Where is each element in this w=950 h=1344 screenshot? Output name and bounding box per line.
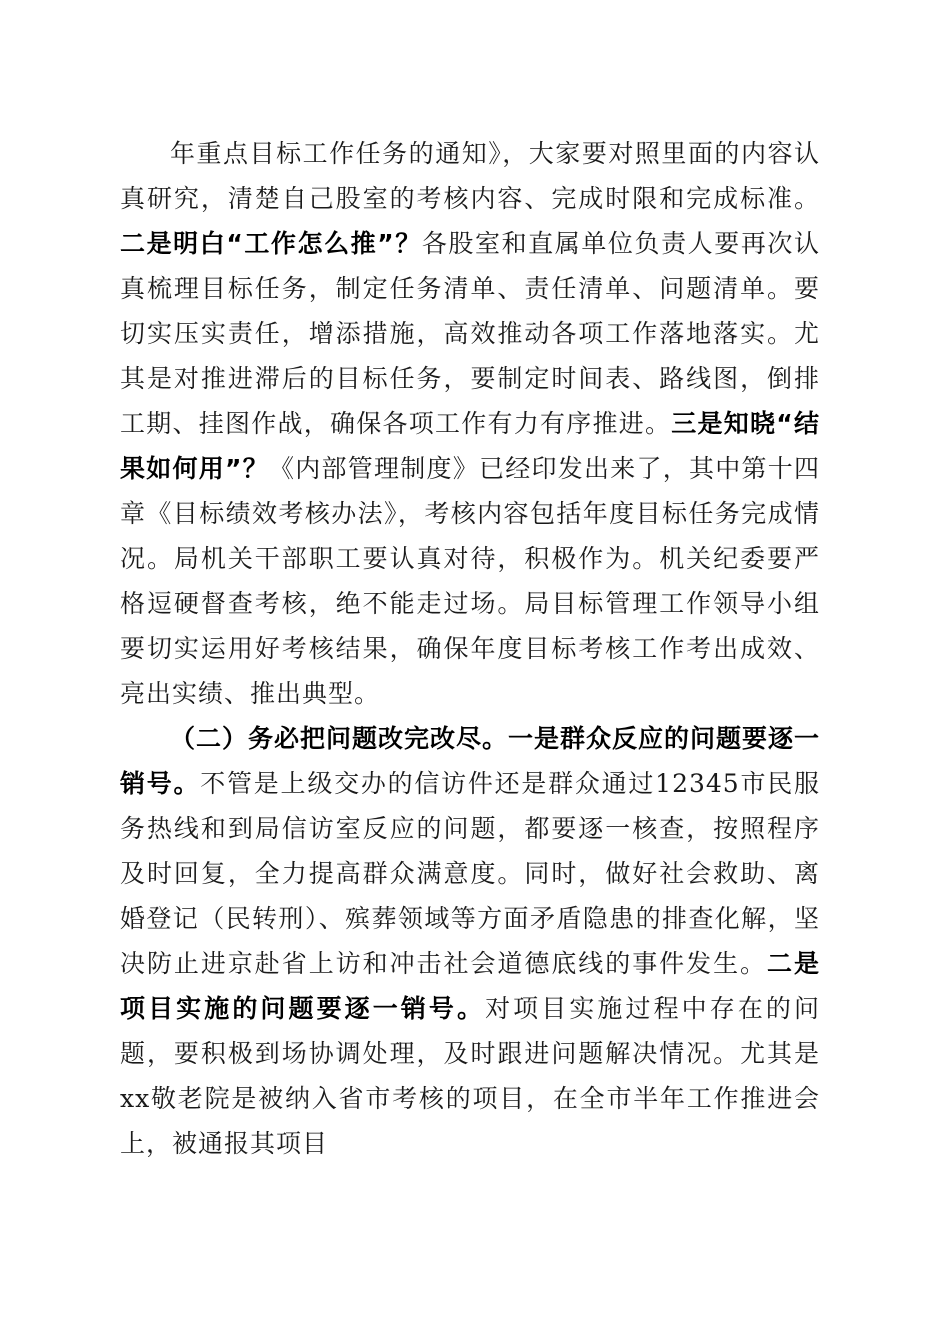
paragraph-1-text-3: 《内部管理制度》已经印发出来了，其中第十四章《目标绩效考核办法》，考核内容包括年度目标任务完成情况。局机关干部职工要认真对待，积极作为。机关纪委要严格逗硬督查考核，绝不能走过场。局目标管理工作领导小组要切实运用好考核结果，确保年度目标考核工作考出成效、亮出实绩、推出典型。 (120, 454, 820, 708)
paragraph-2-text-2: 对项目实施过程中存在的问题，要积极到场协调处理，及时跟进问题解决情况。尤其是xx敬老院是被纳入省市考核的项目，在全市半年工作推进会上，被通报其项目 (120, 994, 820, 1158)
paragraph-2-heading-2: 二是项目实施的问题要逐一销号。 (120, 949, 820, 1023)
paragraph-1-text-2: 各股室和直属单位负责人要再次认真梳理目标任务，制定任务清单、责任清单、问题清单。要切实压实责任，增添措施，高效推动各项工作落地落实。尤其是对推进滞后的目标任务，要制定时间表、路线图，倒排工期、挂图作战，确保各项工作有力有序推进。 (120, 229, 820, 438)
paragraph-2-heading-1: （二）务必把问题改完改尽。一是群众反应的问题要逐一销号。 (120, 724, 821, 798)
paragraph-2-text-1: 不管是上级交办的信访件还是群众通过12345市民服务热线和到局信访室反应的问题，都要逐一核查，按照程序及时回复，全力提高群众满意度。同时，做好社会救助、离婚登记（民转刑）、殡葬领域等方面矛盾隐患的排查化解，坚决防止进京赴省上访和冲击社会道德底线的事件发生。 (120, 769, 820, 978)
document-body (120, 131, 820, 1166)
paragraph-2 (120, 716, 820, 1166)
paragraph-1-text-1: 年重点目标工作任务的通知》，大家要对照里面的内容认真研究，清楚自己股室的考核内容、完成时限和完成标准。 (120, 139, 820, 213)
paragraph-1 (120, 131, 820, 716)
paragraph-1-heading-3: 三是知晓“结果如何用”？ (120, 409, 820, 483)
paragraph-1-heading-2: 二是明白“工作怎么推”？ (120, 229, 422, 258)
